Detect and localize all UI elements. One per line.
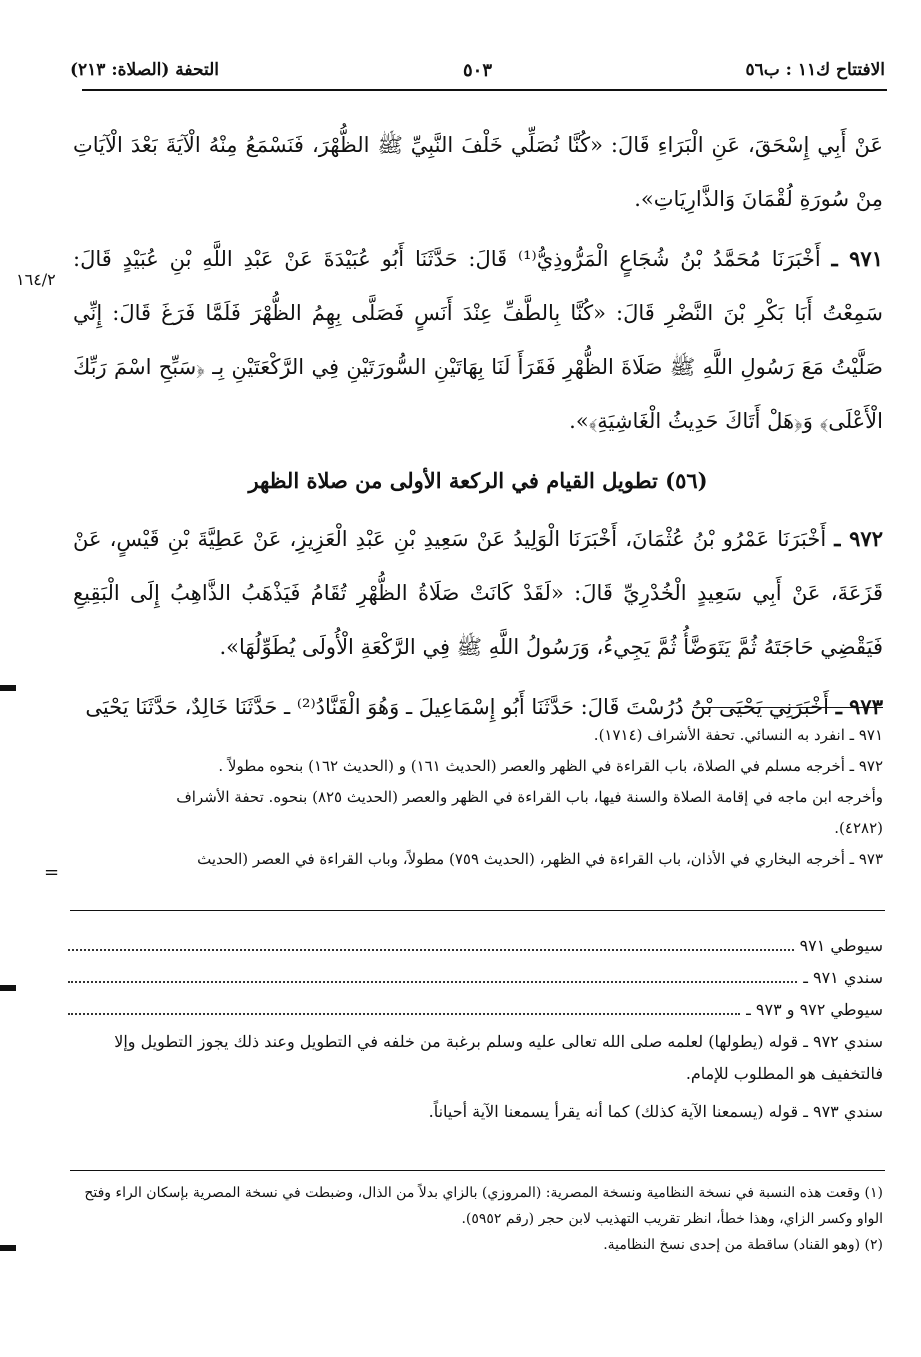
margin-reference: ١٦٤/٢ bbox=[16, 270, 56, 289]
hadith-971: ٩٧١ ـ أَخْبَرَنَا مُحَمَّدُ بْنُ شُجَاعٍ الْمَرُّوذِيُّ⁽¹⁾ قَالَ: حَدَّثَنَا أَبُو عُبَيْدَةَ عَنْ عَبْدِ اللَّهِ بْنِ عُبَيْدٍ قَالَ: سَمِعْتُ أَبَا بَكْرِ بْنَ النَّضْرِ قَالَ: «كُنَّا بِالطَّفِّ عِنْدَ أَنَسٍ فَصَلَّى بِهِمُ الظُّهْرَ فَلَمَّا فَرَغَ قَالَ: إِنِّي صَلَّيْتُ مَعَ رَسُولِ اللَّهِ ﷺ صَلَاةَ الظُّهْرِ فَقَرَأَ لَنَا بِهَاتَيْنِ السُّورَتَيْنِ فِي الرَّكْعَتَيْنِ بِـ ﴿سَبِّحِ اسْمَ رَبِّكَ الْأَعْلَى﴾ وَ﴿هَلْ أَتَاكَ حَدِيثُ الْغَاشِيَةِ﴾». bbox=[73, 246, 883, 433]
variant-rule bbox=[70, 1170, 885, 1171]
variant-note-2: (٢) (وهو القناد) ساقطة من إحدى نسخ النظامية. bbox=[603, 1237, 883, 1253]
variant-note-1: (١) وقعت هذه النسبة في نسخة النظامية ونسخة المصرية: (المروزي) بالزاي بدلاً من الذال، وضبطت في نسخة المصرية بإسكان الراء وفتح الواو وكسر الزاي، وهذا خطأ، انظر تقريب التهذيب لابن حجر (رقم ٥٩٥٢). bbox=[84, 1185, 883, 1227]
scan-mark bbox=[0, 985, 16, 991]
margin-continuation-mark: = bbox=[44, 862, 60, 883]
hadith-number: ٩٧٢ ـ bbox=[834, 526, 883, 551]
commentary-sindi-972: سندي ٩٧٢ ـ قوله (يطولها) لعلمه صلى الله تعالى عليه وسلم برغبة من خلفه في التطويل وعند ذلك يجوز التطويل وإلا فالتخفيف هو المطلوب للإمام. bbox=[114, 1032, 883, 1083]
variant-notes bbox=[68, 1180, 883, 1258]
hadith-970-continuation: عَنْ أَبِي إِسْحَقَ، عَنِ الْبَرَاءِ قَالَ: «كُنَّا نُصَلِّي خَلْفَ النَّبِيِّ ﷺ الظُّهْرَ، فَنَسْمَعُ مِنْهُ الْآيَةَ بَعْدَ الْآيَاتِ مِنْ سُورَةِ لُقْمَانَ وَالذَّارِيَاتِ». bbox=[73, 133, 883, 211]
hadith-number: ٩٧٣ ـ bbox=[835, 694, 883, 719]
commentary-rule bbox=[70, 910, 885, 911]
takhrij-notes bbox=[68, 720, 883, 875]
takhrij-rule bbox=[693, 707, 883, 708]
takhrij-973: ٩٧٣ ـ أخرجه البخاري في الأذان، باب القراءة في الظهر، (الحديث ٧٥٩) مطولاً، وباب القراءة في العصر (الحديث bbox=[197, 850, 883, 868]
running-header bbox=[70, 56, 885, 86]
takhrij-972-cont: وأخرجه ابن ماجه في إقامة الصلاة والسنة فيها، باب القراءة في الظهر والعصر (الحديث ٨٢٥) بنحوه. تحفة الأشراف bbox=[176, 788, 883, 806]
page-number: ٥٠٣ bbox=[462, 60, 492, 81]
hadith-text bbox=[73, 118, 883, 740]
commentary-sindi-971: سندي ٩٧١ ـ bbox=[68, 962, 883, 994]
scan-mark bbox=[0, 1245, 16, 1251]
dot-leader bbox=[68, 941, 794, 951]
hadith-number: ٩٧١ ـ bbox=[831, 246, 883, 271]
chapter-heading: (٥٦) تطويل القيام في الركعة الأولى من صلاة الظهر bbox=[248, 468, 708, 493]
hadith-972: ٩٧٢ ـ أَخْبَرَنَا عَمْرُو بْنُ عُثْمَانَ، أَخْبَرَنَا الْوَلِيدُ عَنْ سَعِيدِ بْنِ عَبْدِ الْعَزِيزِ، عَنْ عَطِيَّةَ بْنِ قَيْسٍ، عَنْ قَزَعَةَ، عَنْ أَبِي سَعِيدٍ الْخُدْرِيِّ قَالَ: «لَقَدْ كَانَتْ صَلَاةُ الظُّهْرِ تُقَامُ فَيَذْهَبُ الذَّاهِبُ إِلَى الْبَقِيعِ فَيَقْضِي حَاجَتَهُ ثُمَّ يَتَوَضَّأُ ثُمَّ يَجِيءُ، وَرَسُولُ اللَّهِ ﷺ فِي الرَّكْعَةِ الْأُولَى يُطَوِّلُهَا». bbox=[73, 526, 883, 659]
takhrij-972: ٩٧٢ ـ أخرجه مسلم في الصلاة، باب القراءة في الظهر والعصر (الحديث ١٦١) و (الحديث ١٦٢) بنحوه مطولاً . bbox=[218, 757, 883, 775]
header-tuhfa-ref: التحفة (الصلاة: ٢١٣) bbox=[70, 60, 220, 80]
scan-mark bbox=[0, 685, 16, 691]
header-chapter-ref: الافتتاح ك١١ : ب٥٦ bbox=[745, 60, 885, 80]
takhrij-972-end: (٤٢٨٢). bbox=[834, 819, 883, 837]
dot-leader bbox=[68, 973, 797, 983]
commentary-sindi-973: سندي ٩٧٣ ـ قوله (يسمعنا الآية كذلك) كما أنه يقرأ يسمعنا الآية أحياناً. bbox=[428, 1102, 883, 1121]
dot-leader bbox=[68, 1005, 740, 1015]
header-rule bbox=[82, 89, 887, 91]
commentary-notes bbox=[68, 930, 883, 1128]
hadith-973: ٩٧٣ ـ أَخْبَرَنِي يَحْيَى بْنُ دُرُسْتَ قَالَ: حَدَّثَنَا أَبُو إِسْمَاعِيلَ ـ وَهُوَ الْقَنَّادُ⁽²⁾ ـ حَدَّثَنَا خَالِدٌ، حَدَّثَنَا يَحْيَى bbox=[85, 694, 883, 719]
commentary-suyuti-972-973: سيوطي ٩٧٢ و ٩٧٣ ـ bbox=[68, 994, 883, 1026]
takhrij-971: ٩٧١ ـ انفرد به النسائي. تحفة الأشراف (١٧١٤). bbox=[593, 726, 883, 744]
commentary-suyuti-971: سيوطي ٩٧١ bbox=[68, 930, 883, 962]
